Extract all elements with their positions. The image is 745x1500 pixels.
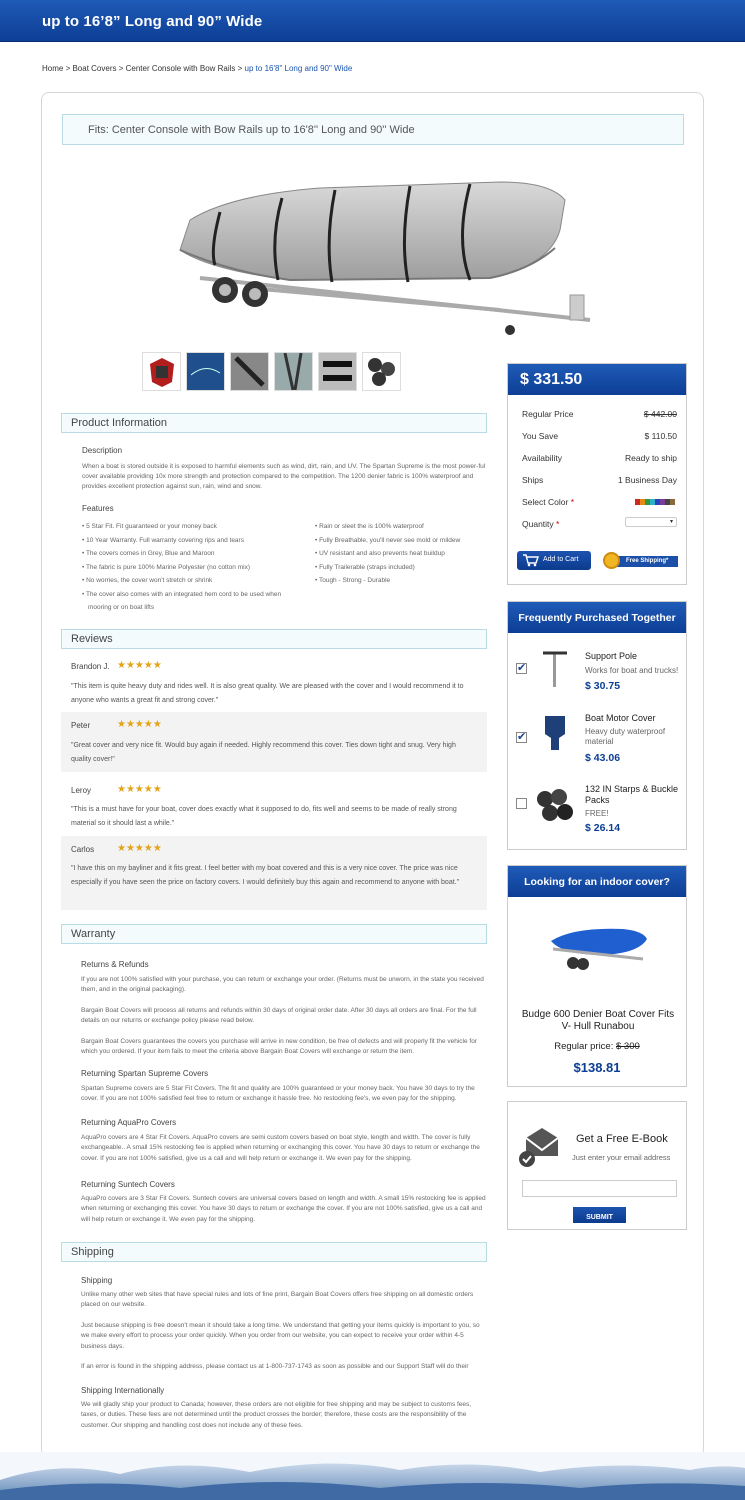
you-save-value: $ 110.50 — [644, 431, 677, 441]
review-item — [61, 777, 487, 835]
feature-item: • UV resistant and also prevents heat buildup — [315, 550, 445, 557]
fpt-item-price: $ 43.06 — [585, 752, 621, 764]
thumbnail-buckle[interactable] — [318, 352, 357, 391]
required-marker: * — [570, 497, 574, 507]
color-row — [522, 497, 677, 507]
shipping-text: Unlike many other web sites that have special rules and lots of fine print, Bargain Boat Covers offers free shipping on all domestic orders placed on our website. — [81, 1291, 474, 1309]
product-info-heading: Product Information — [61, 413, 487, 433]
envelope-icon — [518, 1124, 562, 1168]
shipping-text: Just because shipping is free doesn't mean it should take a long time. We understand that getting your items quickly is important to you, so we make every effort to process your order quickly. When you order from our website, you can expect to receive your order within 4-5 business days. — [81, 1322, 480, 1350]
thumbnail-logo[interactable] — [142, 352, 181, 391]
fpt-heading: Frequently Purchased Together — [508, 602, 686, 633]
motor-cover-image — [535, 712, 575, 752]
breadcrumb-path[interactable]: Home > Boat Covers > Center Console with Bow Rails > — [42, 64, 245, 73]
fpt-item-desc: FREE! — [585, 809, 609, 818]
indoor-sale-price: $138.81 — [573, 1060, 621, 1075]
reviewer-name: Leroy — [71, 786, 92, 795]
quantity-label: Quantity — [522, 519, 554, 529]
returns-text: Bargain Boat Covers will process all returns and refunds within 30 days of original order date. After 30 days all orders are final. For the full details on our returns or exchange policy please read below. — [81, 1007, 477, 1025]
badge-icon — [603, 552, 620, 569]
fpt-item-name[interactable]: Support Pole — [585, 651, 638, 661]
ships-value: 1 Business Day — [617, 475, 677, 485]
page-title: up to 16’8” Long and 90” Wide — [42, 13, 263, 30]
indoor-regular-value: $ 300 — [616, 1041, 640, 1052]
indoor-heading: Looking for an indoor cover? — [508, 866, 686, 897]
fpt-item — [508, 645, 686, 705]
ebook-title: Get a Free E-Book — [576, 1133, 668, 1145]
email-field[interactable] — [522, 1180, 677, 1197]
description-title: Description — [82, 446, 123, 455]
thumbnail-straps[interactable] — [362, 352, 401, 391]
free-shipping-label: Free Shipping* — [616, 556, 678, 567]
feature-item: • 10 Year Warranty. Full warranty covering rips and tears — [82, 536, 244, 544]
suntech-text: AquaPro covers are 3 Star Fit Covers. Suntech covers are universal covers based on length and width. A small 15% restocking fee is applied when returning or exchanging this cover. You have 30 days to return or exchange the cover. If you are not 100% satisfied, give us a call and will help return or exchange it. We even pay for the shipping. — [81, 1195, 486, 1223]
fpt-item-desc: Heavy duty waterproof material — [585, 727, 666, 746]
indoor-cover-image[interactable] — [543, 919, 653, 979]
feature-item: • 5 Star Fit. Fit guaranteed or your money back — [82, 523, 217, 530]
reviews-heading: Reviews — [61, 629, 487, 649]
warranty-heading: Warranty — [61, 924, 487, 944]
feature-item: • The cover also comes with an integrated hem cord to be used when — [82, 590, 282, 598]
product-image — [170, 170, 610, 350]
ebook-subtitle: Just enter your email address — [572, 1153, 671, 1162]
thumbnail-fabric[interactable] — [274, 352, 313, 391]
indoor-regular-price — [508, 1041, 686, 1052]
cart-icon — [522, 553, 539, 567]
regular-price-value: $ 442.00 — [643, 409, 677, 419]
feature-item: mooring or on boat lifts — [88, 604, 155, 611]
thumbnail-strap[interactable] — [230, 352, 269, 391]
shipping-heading: Shipping — [61, 1242, 487, 1262]
description-text: When a boat is stored outside it is exposed to harmful elements such as wind, dirt, rain, and UV. The Spartan Supreme is the most power-ful cover available providing 10x more strength and protection compared to the competition. The 1200 denier fabric is 100% waterproof and provides excellent protection against sun, rain, wind and snow. — [82, 463, 486, 490]
features-list-right — [315, 522, 490, 590]
reviewer-name: Peter — [71, 721, 91, 730]
fpt-item-desc: Works for boat and trucks! — [585, 666, 679, 675]
rating-stars-icon: ★★★★★ — [117, 784, 162, 795]
indoor-cover-box — [507, 865, 687, 1087]
fpt-item — [508, 708, 686, 768]
features-title: Features — [82, 504, 114, 513]
reviewer-name: Carlos — [71, 845, 95, 854]
ships-label: Ships — [522, 475, 544, 485]
top-banner — [0, 0, 745, 42]
features-list-left — [82, 522, 312, 617]
fpt-item — [508, 782, 686, 842]
feature-item: • The fabric is pure 100% Marine Polyester (no cotton mix) — [82, 563, 250, 571]
fits-banner: Fits: Center Console with Bow Rails up to 16'8'' Long and 90'' Wide — [62, 114, 684, 145]
intl-text: We will gladly ship your product to Canada; however, these orders are not eligible for free shipping and may be subject to customs fees, taxes, or duties. These fees are not determined until the product crosses the border; therefore, these costs are the responsibility of the customer. Our shipping and handling cost does not include any of these fees. — [81, 1401, 472, 1429]
frequently-purchased-box — [507, 601, 687, 850]
fpt-item-name[interactable]: Boat Motor Cover — [585, 713, 656, 723]
ships-row — [522, 475, 677, 485]
rating-stars-icon: ★★★★★ — [117, 660, 162, 671]
review-text: "This item is quite heavy duty and rides well. It is also great quality. We are pleased with the cover and I would recommend it to anyone who wants a great fit and strong cover." — [71, 683, 464, 704]
add-to-cart-button[interactable] — [517, 551, 591, 570]
rating-stars-icon: ★★★★★ — [117, 843, 162, 854]
review-text: "I have this on my bayliner and it fits great. I feel better with my boat covered and this is a very nice cover. The price was nice especially if you have seen the price on factory covers. I would definitely buy this again and recommend to anyone with boat." — [71, 865, 460, 886]
aquapro-text: AquaPro covers are 4 Star Fit Covers. AquaPro covers are semi custom covers based on boat style, length and width. The cover is fully exchangeable.. A small 15% restocking fee is applied when returning or exchanging this cover. You have 30 days to return or exchange the cover. If you are not 100% satisfied, give us a call and will help return or exchange it. We even pay for the shipping. — [81, 1134, 480, 1162]
features-section — [82, 504, 487, 611]
submit-button[interactable]: SUBMIT — [573, 1207, 626, 1223]
feature-item: • The covers comes in Grey, Blue and Maroon — [82, 550, 215, 557]
thumbnail-blue-cover[interactable] — [186, 352, 225, 391]
support-pole-image — [535, 647, 575, 687]
rating-stars-icon: ★★★★★ — [117, 719, 162, 730]
review-item — [61, 655, 487, 710]
feature-item: • Tough - Strong - Durable — [315, 577, 391, 584]
fpt-item-name[interactable]: 132 IN Starps & Buckle Packs — [585, 784, 679, 805]
review-item — [61, 712, 487, 772]
returns-text: Bargain Boat Covers guarantees the covers you purchase will arrive in new condition, be free of defects and will properly fit the vehicle for which you ordered. If your item fails to meet the criteria above Bargain Boat Covers will exchange or return the item. — [81, 1038, 477, 1056]
review-item — [61, 836, 487, 910]
regular-price-row — [522, 409, 677, 419]
feature-item: • Fully Breathable, you'll never see mold or mildew — [315, 536, 461, 544]
fpt-checkbox[interactable] — [516, 798, 527, 809]
availability-value: Ready to ship — [625, 453, 677, 463]
breadcrumb — [42, 64, 352, 73]
feature-item: • No worries, the cover won't stretch or shrink — [82, 577, 213, 584]
intl-title: Shipping Internationally — [81, 1386, 165, 1395]
feature-item: • Fully Trailerable (straps included) — [315, 563, 415, 571]
aquapro-title: Returning AquaPro Covers — [81, 1118, 177, 1127]
ebook-signup-box — [507, 1101, 687, 1230]
availability-label: Availability — [522, 453, 563, 463]
returns-text: If you are not 100% satisfied with your purchase, you can return or exchange your order. (Returns must be unworn, in the state you received them, and in the original packaging). — [81, 976, 484, 994]
mountain-footer-image — [0, 1452, 745, 1500]
spartan-title: Returning Spartan Supreme Covers — [81, 1069, 209, 1078]
description-section — [82, 446, 487, 492]
fpt-item-price: $ 30.75 — [585, 680, 621, 692]
color-label: Select Color — [522, 497, 569, 507]
indoor-regular-label: Regular price: — [554, 1041, 616, 1052]
returns-title: Returns & Refunds — [81, 960, 149, 969]
required-marker: * — [556, 519, 560, 529]
shipping-text: If an error is found in the shipping address, please contact us at 1-800-737-1743 as soon as possible and our Support Staff will do their — [81, 1363, 469, 1370]
feature-item: • Rain or sleet the is 100% waterproof — [315, 523, 424, 530]
shipping-title: Shipping — [81, 1276, 113, 1285]
indoor-product-name[interactable]: Budge 600 Denier Boat Cover Fits V- Hull Runabou — [521, 1009, 675, 1032]
add-to-cart-label: Add to Cart — [543, 556, 579, 563]
straps-image — [535, 785, 575, 825]
sale-price: $ 331.50 — [508, 364, 686, 395]
regular-price-label: Regular Price — [522, 409, 574, 419]
you-save-row — [522, 431, 677, 441]
fpt-checkbox[interactable]: ✔ — [517, 731, 527, 743]
quantity-select[interactable] — [625, 517, 677, 527]
review-text: "Great cover and very nice fit. Would buy again if needed. Highly recommend this cover. Ties down tight and snug. Very high quality cover!" — [71, 742, 456, 763]
quantity-row — [522, 519, 677, 529]
reviewer-name: Brandon J. — [71, 662, 110, 671]
fpt-item-price: $ 26.14 — [585, 822, 621, 834]
suntech-title: Returning Suntech Covers — [81, 1180, 175, 1189]
you-save-label: You Save — [522, 431, 559, 441]
thumbnail-strip — [142, 352, 401, 391]
fpt-checkbox[interactable]: ✔ — [517, 662, 527, 674]
free-shipping-badge — [603, 552, 678, 569]
breadcrumb-current: up to 16'8" Long and 90" Wide — [244, 64, 353, 73]
color-swatches — [635, 499, 675, 505]
availability-row — [522, 453, 677, 463]
chevron-down-icon: ▾ — [669, 519, 673, 525]
review-text: "This is a must have for your boat, cover does exactly what it supposed to do, fits well and seems to be made of really strong material so it should last a while." — [71, 806, 457, 827]
price-box — [507, 363, 687, 585]
color-swatch[interactable] — [670, 499, 675, 505]
spartan-text: Spartan Supreme covers are 5 Star Fit Covers. The fit and quality are 100% guaranteed or your money back. You have 30 days to try the cover. If you are not 100% satisfied feel free to return or exchange it hassle free. No restocking fee's, we even pay for the shipping. — [81, 1085, 475, 1103]
